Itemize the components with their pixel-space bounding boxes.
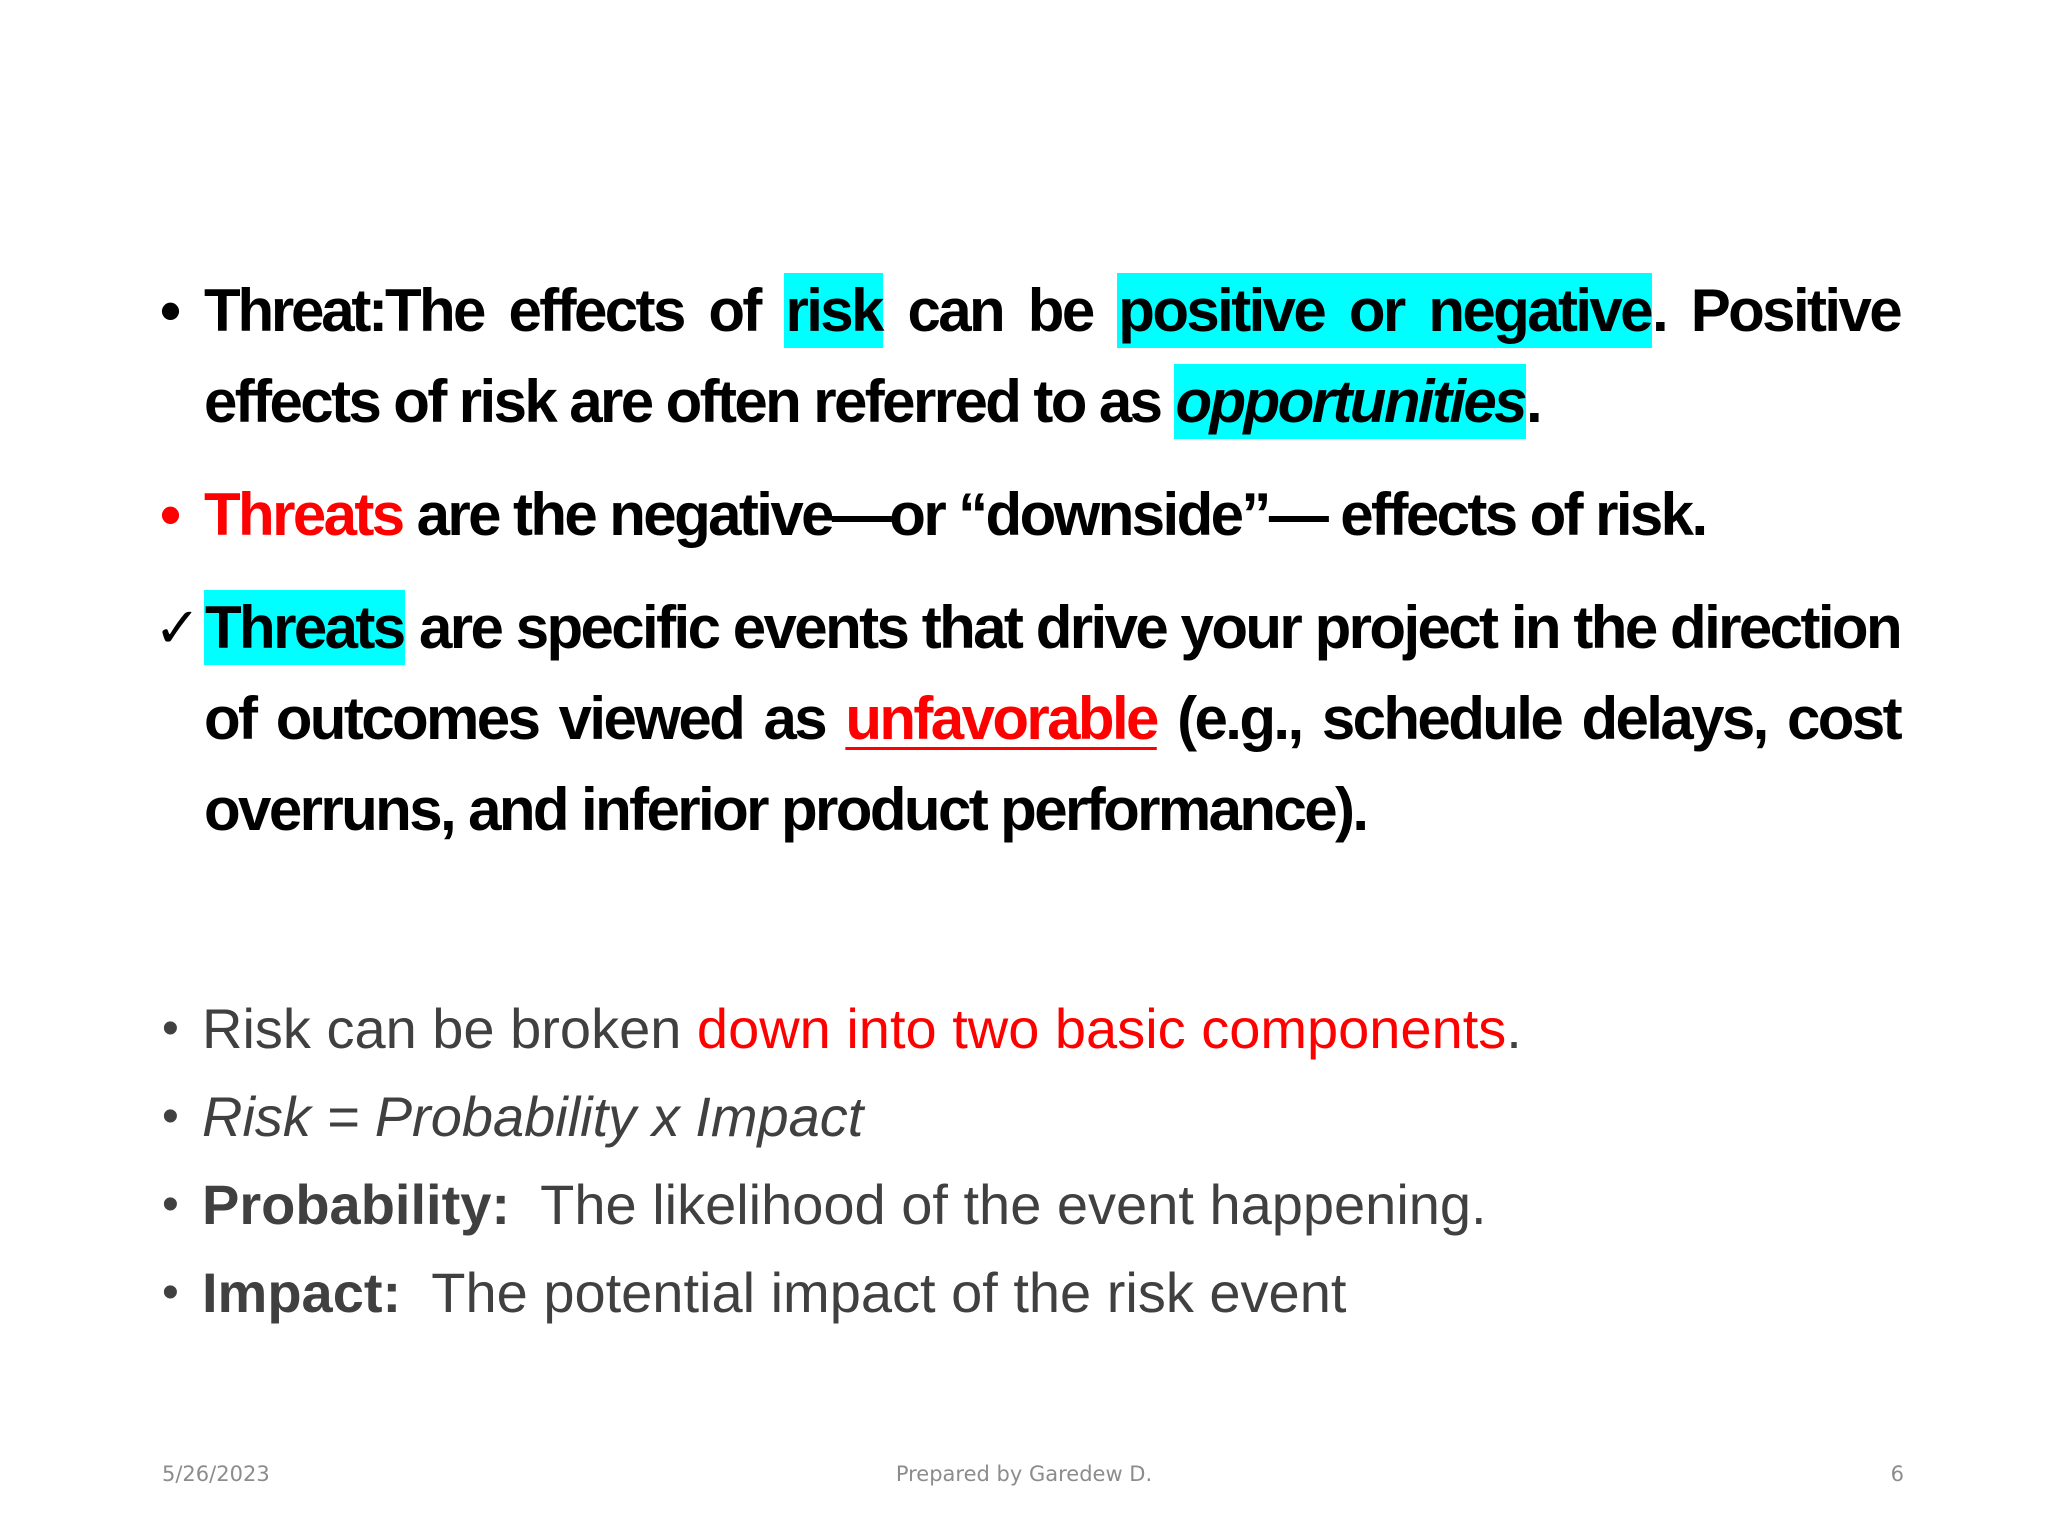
bullet-marker: • <box>162 1090 179 1143</box>
probability-definition: The likelihood of the event happening. <box>510 1173 1487 1236</box>
bullet-marker: • <box>162 1178 179 1231</box>
highlight-opportunities: opportunities <box>1174 364 1526 439</box>
list-item <box>160 1073 1900 1161</box>
text-segment: can be <box>882 277 1118 344</box>
threat-definitions <box>154 265 1901 855</box>
list-item <box>160 985 1900 1073</box>
highlight-threats: Threats <box>204 590 405 665</box>
threat-label: Threat: <box>204 277 385 344</box>
list-item <box>160 1249 1900 1337</box>
text-segment: are specific events that drive your project in the direction of outcomes viewed as <box>204 594 1900 752</box>
text-segment: The effects of <box>384 277 785 344</box>
impact-definition: The potential impact of the risk event <box>401 1261 1347 1324</box>
highlight-positive-negative: positive or negative <box>1117 273 1652 348</box>
text-segment: . <box>1525 368 1541 435</box>
unfavorable-underlined: unfavorable <box>845 685 1157 752</box>
bullet-marker: • <box>162 1266 179 1319</box>
text-segment: (e.g., schedule delays, cost overruns, and inferior product performance). <box>204 685 1900 843</box>
threat-paragraph <box>160 265 1900 447</box>
footer-author: Prepared by Garedew D. <box>895 1462 1153 1486</box>
bullet-marker: • <box>160 277 182 344</box>
text-segment: are the negative—or “downside”— effects of risk. <box>402 481 1706 548</box>
probability-term: Probability: <box>202 1173 511 1236</box>
bullet-marker: • <box>160 481 182 548</box>
text-segment: . Positive effects of risk are often referred to as <box>204 277 1901 435</box>
threats-red-word: Threats <box>204 481 403 548</box>
footer-date: 5/26/2023 <box>162 1462 270 1486</box>
red-phrase: down into two basic components <box>696 997 1507 1060</box>
bullet-marker: • <box>162 1002 179 1055</box>
footer-page-number: 6 <box>1890 1462 1904 1486</box>
impact-term: Impact: <box>202 1261 402 1324</box>
threats-specific-paragraph <box>154 582 1900 855</box>
risk-components-list <box>160 985 1900 1337</box>
threats-negative-paragraph <box>160 469 1900 560</box>
text-segment: . <box>1506 997 1522 1060</box>
checkmark-icon: ✓ <box>154 596 201 659</box>
text-segment: Risk can be broken <box>202 997 697 1060</box>
highlight-risk: risk <box>784 273 882 348</box>
risk-formula: Risk = Probability x Impact <box>202 1085 864 1148</box>
list-item <box>160 1161 1900 1249</box>
